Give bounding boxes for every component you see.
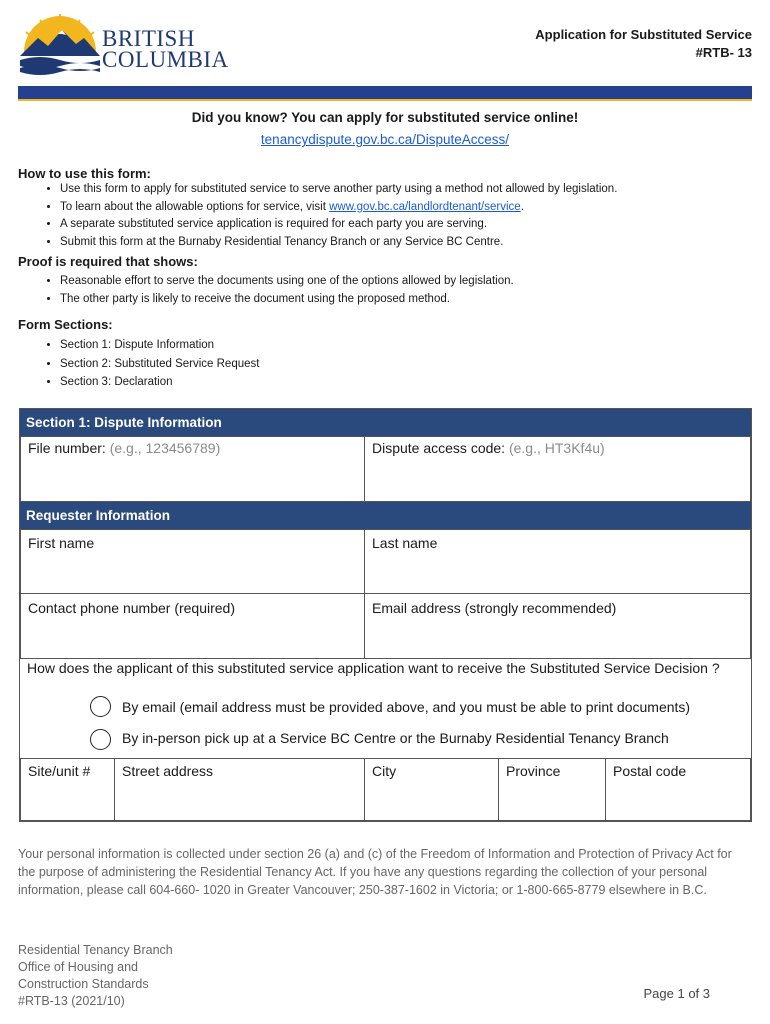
logo-line-british: BRITISH: [102, 26, 195, 51]
privacy-notice: Your personal information is collected under section 26 (a) and (c) of the Freedom of Information and Protection of Privacy Act for the purpose of administering the Residential Tenancy Act. If you have any questions regarding the collection of your personal information, please call 604-660- 1020 in Greater Vancouver; 250-387-1602 in Victoria; or 1-800-665-8779 elsewhere in B.C.: [18, 847, 732, 897]
service-options-link[interactable]: www.gov.bc.ca/landlordtenant/service: [329, 200, 521, 213]
form-header: [535, 26, 752, 62]
list-item: • Reasonable effort to serve the documents using one of the options allowed by legislation.: [60, 273, 514, 291]
access-code-label: Dispute access code:: [372, 440, 509, 456]
proof-list: [38, 273, 514, 308]
list-item: • Use this form to apply for substituted service to serve another party using a method not allowed by legislation.: [60, 181, 617, 199]
list-item: • Section 2: Substituted Service Request: [60, 355, 259, 374]
footer-org: [18, 942, 173, 1010]
street-address-field[interactable]: [114, 758, 365, 821]
form-title: Application for Substituted Service: [535, 27, 752, 42]
email-label: Email address (strongly recommended): [372, 600, 617, 616]
phone-field[interactable]: [20, 593, 365, 659]
header-rule-gold: [18, 99, 752, 101]
city-field[interactable]: [364, 758, 499, 821]
form-sections-heading: Form Sections:: [18, 317, 113, 332]
site-unit-label: Site/unit #: [28, 763, 91, 779]
province-field[interactable]: [498, 758, 606, 821]
site-unit-field[interactable]: [20, 758, 115, 821]
how-to-list: [38, 181, 617, 251]
access-code-placeholder: (e.g., HT3Kf4u): [508, 440, 605, 456]
header-rule: [18, 86, 752, 99]
email-radio[interactable]: [90, 696, 111, 717]
last-name-field[interactable]: [364, 529, 751, 594]
dispute-access-link-wrap: [0, 132, 770, 147]
email-field[interactable]: [364, 593, 751, 659]
requester-title-bar: Requester Information: [20, 502, 751, 529]
list-item: [60, 199, 617, 217]
city-label: City: [372, 763, 397, 779]
footer-org-line: Office of Housing and: [18, 960, 138, 974]
list-item: • Section 3: Declaration: [60, 373, 259, 392]
bc-sun-mountains-icon: [18, 14, 102, 76]
file-number-label: File number:: [28, 440, 110, 456]
province-label: Province: [506, 763, 561, 779]
pickup-option-label: By in-person pick up at a Service BC Centre or the Burnaby Residential Tenancy Branch: [122, 730, 669, 746]
first-name-field[interactable]: [20, 529, 365, 594]
list-item: • Section 1: Dispute Information: [60, 336, 259, 355]
file-number-field[interactable]: [20, 436, 365, 502]
form-code: #RTB- 13: [695, 45, 752, 60]
proof-heading: Proof is required that shows:: [18, 254, 198, 269]
first-name-label: First name: [28, 535, 95, 551]
footer-form-code: #RTB-13 (2021/10): [18, 994, 125, 1008]
section1-title-bar: Section 1: Dispute Information: [20, 409, 751, 436]
pickup-radio[interactable]: [90, 729, 111, 750]
how-to-heading: How to use this form:: [18, 166, 151, 181]
list-item: • The other party is likely to receive the document using the proposed method.: [60, 291, 514, 309]
phone-label: Contact phone number (required): [28, 600, 236, 616]
decision-question: How does the applicant of this substituted service application want to receive the Substituted Service Decision ?: [27, 660, 720, 676]
bc-logo-wordmark: [102, 28, 229, 70]
footer-org-line: Construction Standards: [18, 977, 149, 991]
footer-org-line: Residential Tenancy Branch: [18, 943, 173, 957]
online-notice: Did you know? You can apply for substituted service online!: [191, 110, 579, 125]
list-item-text: To learn about the allowable options for service, visit: [60, 200, 330, 213]
postal-code-field[interactable]: [605, 758, 751, 821]
email-option-label: By email (email address must be provided above, and you must be able to print documents): [122, 699, 691, 715]
list-item: • A separate substituted service application is required for each party you are serving.: [60, 216, 617, 234]
logo-line-columbia: COLUMBIA: [102, 47, 229, 72]
last-name-label: Last name: [372, 535, 438, 551]
list-item: • Submit this form at the Burnaby Residential Tenancy Branch or any Service BC Centre.: [60, 234, 617, 252]
list-item-suffix: .: [520, 200, 524, 213]
file-number-placeholder: (e.g., 123456789): [109, 440, 221, 456]
street-address-label: Street address: [122, 763, 214, 779]
form-sections-list: [38, 336, 259, 392]
dispute-access-code-field[interactable]: [364, 436, 751, 502]
postal-code-label: Postal code: [613, 763, 687, 779]
page-number: Page 1 of 3: [643, 986, 710, 1001]
dispute-access-link[interactable]: tenancydispute.gov.bc.ca/DisputeAccess/: [260, 132, 510, 147]
